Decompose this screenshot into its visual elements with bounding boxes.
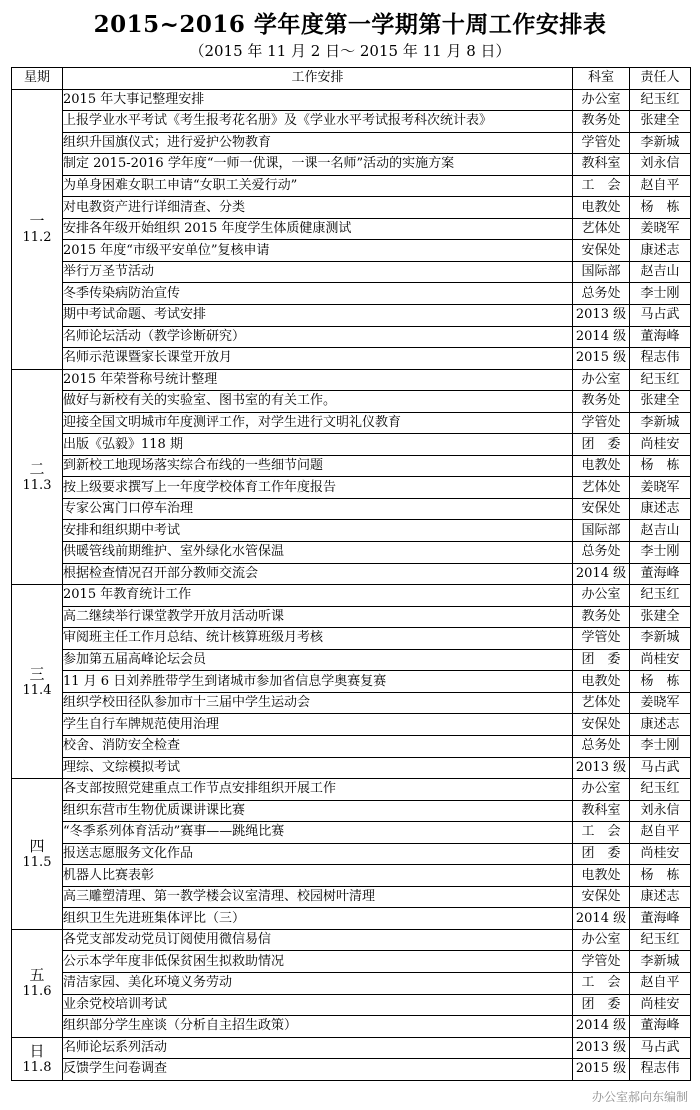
task-cell: 组织升国旗仪式；进行爱护公物教育	[63, 132, 573, 154]
header-row	[12, 68, 691, 90]
day-cell	[12, 929, 63, 1037]
table-row	[12, 994, 691, 1016]
table-row	[12, 692, 691, 714]
person-cell: 杨 栋	[630, 197, 691, 219]
task-cell: 到新校工地现场落实综合布线的一些细节问题	[63, 455, 573, 477]
date-label: 11.8	[22, 1059, 52, 1075]
header-day: 星期	[12, 68, 63, 90]
person-cell: 马占武	[630, 1037, 691, 1059]
table-row	[12, 1059, 691, 1081]
table-row	[12, 1016, 691, 1038]
dept-cell: 2014 级	[573, 563, 630, 585]
weekday-label: 一	[29, 212, 45, 231]
dept-cell: 国际部	[573, 261, 630, 283]
person-cell: 李新城	[630, 412, 691, 434]
person-cell: 李士刚	[630, 542, 691, 564]
table-row	[12, 348, 691, 370]
person-cell: 李士刚	[630, 283, 691, 305]
dept-cell: 办公室	[573, 585, 630, 607]
table-row	[12, 972, 691, 994]
table-row	[12, 563, 691, 585]
person-cell: 姜晓军	[630, 218, 691, 240]
task-cell: 参加第五届高峰论坛会员	[63, 649, 573, 671]
dept-cell: 团 委	[573, 994, 630, 1016]
task-cell: 公示本学年度非低保贫困生拟救助情况	[63, 951, 573, 973]
table-row	[12, 779, 691, 801]
task-cell: 安排和组织期中考试	[63, 520, 573, 542]
dept-cell: 电教处	[573, 671, 630, 693]
task-cell: 高三雕塑清理、第一教学楼会议室清理、校园树叶清理	[63, 886, 573, 908]
table-row	[12, 843, 691, 865]
task-cell: 业余党校培训考试	[63, 994, 573, 1016]
table-row	[12, 606, 691, 628]
table-row	[12, 649, 691, 671]
table-row	[12, 951, 691, 973]
dept-cell: 安保处	[573, 886, 630, 908]
person-cell: 李新城	[630, 951, 691, 973]
task-cell: 各支部按照党建重点工作节点安排组织开展工作	[63, 779, 573, 801]
dept-cell: 电教处	[573, 455, 630, 477]
dept-cell: 办公室	[573, 779, 630, 801]
day-cell	[12, 1037, 63, 1080]
person-cell: 董海峰	[630, 326, 691, 348]
task-cell: 11 月 6 日刘养胜带学生到诸城市参加省信息学奥赛复赛	[63, 671, 573, 693]
table-row	[12, 283, 691, 305]
table-row	[12, 477, 691, 499]
task-cell: 组织部分学生座谈（分析自主招生政策）	[63, 1016, 573, 1038]
person-cell: 纪玉红	[630, 369, 691, 391]
person-cell: 张建全	[630, 111, 691, 133]
dept-cell: 学管处	[573, 628, 630, 650]
person-cell: 刘永信	[630, 154, 691, 176]
person-cell: 纪玉红	[630, 585, 691, 607]
task-cell: 各党支部发动党员订阅使用微信易信	[63, 929, 573, 951]
task-cell: “冬季系列体育活动”赛事——跳绳比赛	[63, 822, 573, 844]
task-cell: 校舍、消防安全检查	[63, 735, 573, 757]
table-row	[12, 132, 691, 154]
dept-cell: 办公室	[573, 369, 630, 391]
person-cell: 尚桂安	[630, 649, 691, 671]
task-cell: 按上级要求撰写上一年度学校体育工作年度报告	[63, 477, 573, 499]
person-cell: 程志伟	[630, 1059, 691, 1081]
dept-cell: 2014 级	[573, 326, 630, 348]
task-cell: 学生自行车牌规范使用治理	[63, 714, 573, 736]
table-row	[12, 628, 691, 650]
table-row	[12, 175, 691, 197]
footer-compiler: 办公室郝向东编制	[591, 1090, 688, 1104]
schedule-body	[12, 89, 691, 1080]
person-cell: 姜晓军	[630, 692, 691, 714]
table-row	[12, 455, 691, 477]
table-row	[12, 218, 691, 240]
task-cell: 组织东营市生物优质课讲课比赛	[63, 800, 573, 822]
page-title: 2015~2016 学年度第一学期第十周工作安排表	[93, 11, 607, 38]
dept-cell: 学管处	[573, 951, 630, 973]
day-cell	[12, 585, 63, 779]
task-cell: 制定 2015-2016 学年度“一师一优课，一课一名师”活动的实施方案	[63, 154, 573, 176]
dept-cell: 2015 级	[573, 1059, 630, 1081]
day-cell	[12, 779, 63, 930]
dept-cell: 教科室	[573, 154, 630, 176]
person-cell: 李新城	[630, 628, 691, 650]
table-row	[12, 326, 691, 348]
dept-cell: 2013 级	[573, 1037, 630, 1059]
table-row	[12, 391, 691, 413]
dept-cell: 国际部	[573, 520, 630, 542]
dept-cell: 安保处	[573, 714, 630, 736]
dept-cell: 安保处	[573, 498, 630, 520]
table-row	[12, 865, 691, 887]
table-row	[12, 305, 691, 327]
person-cell: 赵自平	[630, 175, 691, 197]
task-cell: 期中考试命题、考试安排	[63, 305, 573, 327]
task-cell: 组织学校田径队参加市十三届中学生运动会	[63, 692, 573, 714]
task-cell: 2015 年度“市级平安单位”复核申请	[63, 240, 573, 262]
task-cell: 组织卫生先进班集体评比（三）	[63, 908, 573, 930]
person-cell: 董海峰	[630, 908, 691, 930]
task-cell: 举行万圣节活动	[63, 261, 573, 283]
date-label: 11.2	[22, 230, 52, 246]
person-cell: 刘永信	[630, 800, 691, 822]
task-cell: 为单身困难女职工申请“女职工关爱行动”	[63, 175, 573, 197]
day-cell	[12, 369, 63, 584]
task-cell: 安排各年级开始组织 2015 年度学生体质健康测试	[63, 218, 573, 240]
dept-cell: 教务处	[573, 111, 630, 133]
person-cell: 李新城	[630, 132, 691, 154]
task-cell: 上报学业水平考试《考生报考花名册》及《学业水平考试报考科次统计表》	[63, 111, 573, 133]
table-row	[12, 800, 691, 822]
weekday-label: 日	[29, 1041, 45, 1060]
dept-cell: 教务处	[573, 391, 630, 413]
task-cell: 报送志愿服务文化作品	[63, 843, 573, 865]
dept-cell: 办公室	[573, 89, 630, 111]
table-row	[12, 498, 691, 520]
dept-cell: 艺体处	[573, 692, 630, 714]
table-row	[12, 197, 691, 219]
person-cell: 姜晓军	[630, 477, 691, 499]
dept-cell: 2015 级	[573, 348, 630, 370]
table-row	[12, 89, 691, 111]
person-cell: 康述志	[630, 714, 691, 736]
weekday-label: 三	[29, 664, 45, 683]
person-cell: 董海峰	[630, 1016, 691, 1038]
table-row	[12, 520, 691, 542]
task-cell: 2015 年荣誉称号统计整理	[63, 369, 573, 391]
date-range-subtitle: （2015 年 11 月 2 日～ 2015 年 11 月 8 日）	[189, 42, 511, 60]
task-cell: 2015 年大事记整理安排	[63, 89, 573, 111]
table-row	[12, 929, 691, 951]
header-person: 责任人	[630, 68, 691, 90]
person-cell: 纪玉红	[630, 779, 691, 801]
dept-cell: 工 会	[573, 972, 630, 994]
dept-cell: 总务处	[573, 735, 630, 757]
task-cell: 2015 年教育统计工作	[63, 585, 573, 607]
table-row	[12, 671, 691, 693]
person-cell: 马占武	[630, 757, 691, 779]
task-cell: 供暖管线前期维护、室外绿化水管保温	[63, 542, 573, 564]
weekday-label: 四	[29, 836, 45, 855]
person-cell: 张建全	[630, 606, 691, 628]
task-cell: 对电教资产进行详细清查、分类	[63, 197, 573, 219]
dept-cell: 工 会	[573, 175, 630, 197]
dept-cell: 2014 级	[573, 1016, 630, 1038]
person-cell: 马占武	[630, 305, 691, 327]
person-cell: 尚桂安	[630, 434, 691, 456]
task-cell: 迎接全国文明城市年度测评工作，对学生进行文明礼仪教育	[63, 412, 573, 434]
header-task: 工作安排	[63, 68, 573, 90]
dept-cell: 艺体处	[573, 477, 630, 499]
task-cell: 审阅班主任工作月总结、统计核算班级月考核	[63, 628, 573, 650]
task-cell: 清洁家园、美化环境义务劳动	[63, 972, 573, 994]
day-cell	[12, 89, 63, 369]
table-row	[12, 822, 691, 844]
dept-cell: 团 委	[573, 434, 630, 456]
table-row	[12, 434, 691, 456]
dept-cell: 教科室	[573, 800, 630, 822]
table-row	[12, 757, 691, 779]
task-cell: 做好与新校有关的实验室、图书室的有关工作。	[63, 391, 573, 413]
task-cell: 名师论坛活动（教学诊断研究）	[63, 326, 573, 348]
table-row	[12, 1037, 691, 1059]
dept-cell: 学管处	[573, 412, 630, 434]
task-cell: 名师示范课暨家长课堂开放月	[63, 348, 573, 370]
dept-cell: 电教处	[573, 865, 630, 887]
dept-cell: 2013 级	[573, 305, 630, 327]
task-cell: 名师论坛系列活动	[63, 1037, 573, 1059]
table-row	[12, 369, 691, 391]
person-cell: 尚桂安	[630, 843, 691, 865]
date-label: 11.3	[22, 477, 52, 493]
dept-cell: 团 委	[573, 649, 630, 671]
schedule-table	[11, 67, 691, 1081]
dept-cell: 总务处	[573, 283, 630, 305]
dept-cell: 团 委	[573, 843, 630, 865]
person-cell: 赵吉山	[630, 520, 691, 542]
task-cell: 反馈学生问卷调查	[63, 1059, 573, 1081]
person-cell: 程志伟	[630, 348, 691, 370]
dept-cell: 电教处	[573, 197, 630, 219]
person-cell: 李士刚	[630, 735, 691, 757]
date-label: 11.6	[22, 984, 52, 1000]
person-cell: 赵自平	[630, 822, 691, 844]
person-cell: 张建全	[630, 391, 691, 413]
table-row	[12, 240, 691, 262]
person-cell: 康述志	[630, 498, 691, 520]
table-row	[12, 886, 691, 908]
table-row	[12, 542, 691, 564]
dept-cell: 2014 级	[573, 908, 630, 930]
person-cell: 纪玉红	[630, 929, 691, 951]
person-cell: 赵自平	[630, 972, 691, 994]
person-cell: 杨 栋	[630, 455, 691, 477]
dept-cell: 办公室	[573, 929, 630, 951]
task-cell: 理综、文综模拟考试	[63, 757, 573, 779]
table-row	[12, 261, 691, 283]
dept-cell: 安保处	[573, 240, 630, 262]
dept-cell: 工 会	[573, 822, 630, 844]
table-row	[12, 585, 691, 607]
table-row	[12, 111, 691, 133]
person-cell: 董海峰	[630, 563, 691, 585]
table-row	[12, 154, 691, 176]
task-cell: 专家公寓门口停车治理	[63, 498, 573, 520]
person-cell: 赵吉山	[630, 261, 691, 283]
dept-cell: 总务处	[573, 542, 630, 564]
table-row	[12, 908, 691, 930]
person-cell: 杨 栋	[630, 865, 691, 887]
person-cell: 杨 栋	[630, 671, 691, 693]
person-cell: 纪玉红	[630, 89, 691, 111]
table-row	[12, 412, 691, 434]
weekday-label: 五	[29, 966, 45, 985]
dept-cell: 学管处	[573, 132, 630, 154]
dept-cell: 2013 级	[573, 757, 630, 779]
task-cell: 机器人比赛表彰	[63, 865, 573, 887]
person-cell: 康述志	[630, 886, 691, 908]
person-cell: 尚桂安	[630, 994, 691, 1016]
person-cell: 康述志	[630, 240, 691, 262]
task-cell: 高二继续举行课堂教学开放月活动听课	[63, 606, 573, 628]
header-dept: 科室	[573, 68, 630, 90]
task-cell: 冬季传染病防治宣传	[63, 283, 573, 305]
task-cell: 根据检查情况召开部分教师交流会	[63, 563, 573, 585]
dept-cell: 艺体处	[573, 218, 630, 240]
table-row	[12, 735, 691, 757]
date-label: 11.4	[22, 682, 52, 698]
task-cell: 出版《弘毅》118 期	[63, 434, 573, 456]
weekday-label: 二	[29, 459, 45, 478]
dept-cell: 教务处	[573, 606, 630, 628]
table-row	[12, 714, 691, 736]
date-label: 11.5	[22, 854, 52, 870]
